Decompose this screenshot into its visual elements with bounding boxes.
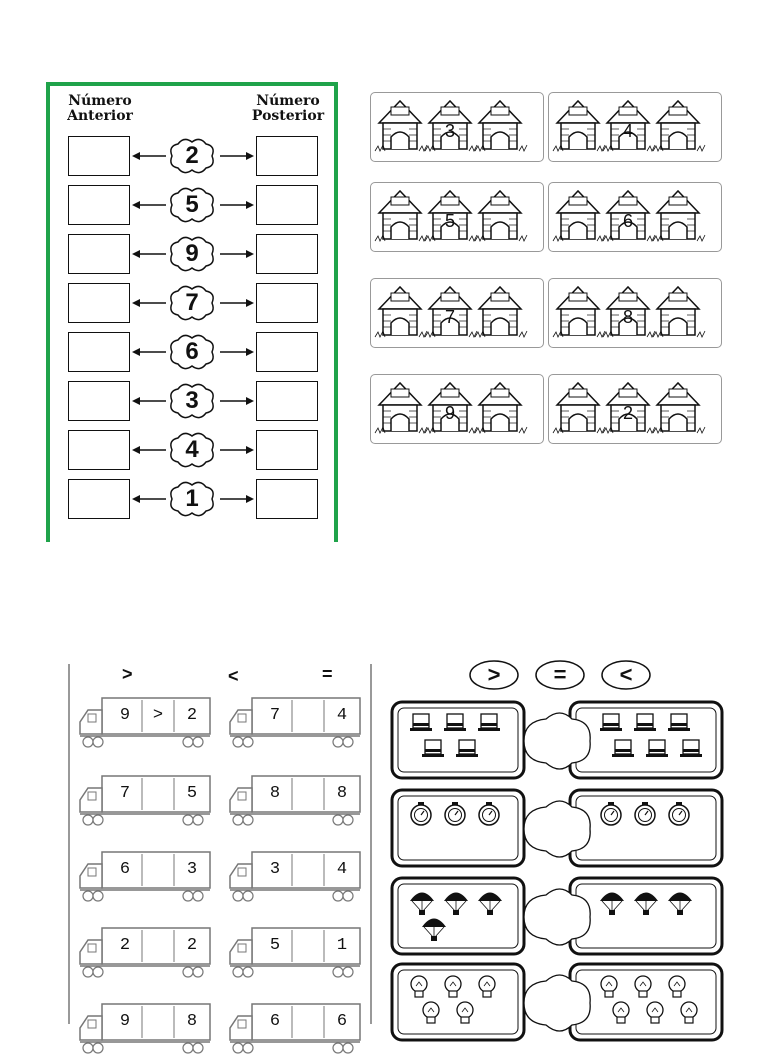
- dog-house-card: [548, 182, 722, 252]
- truck-right-number: 4: [336, 860, 348, 879]
- truck-answer-slot[interactable]: [293, 856, 323, 884]
- truck-answer-slot[interactable]: [143, 1008, 173, 1036]
- truck-compare-item: [76, 924, 212, 984]
- truck-compare-item: [226, 694, 362, 754]
- posterior-answer-box[interactable]: [256, 185, 318, 225]
- truck-answer-slot[interactable]: >: [152, 706, 164, 725]
- number-row: [50, 234, 334, 278]
- truck-compare-item: [226, 772, 362, 832]
- truck-left-number: 9: [119, 706, 131, 725]
- truck-compare-item: [76, 772, 212, 832]
- truck-compare-item: [76, 694, 212, 754]
- dog-house-card: [370, 374, 544, 444]
- posterior-answer-box[interactable]: [256, 479, 318, 519]
- truck-right-number: 6: [336, 1012, 348, 1031]
- truck-left-number: 6: [119, 860, 131, 879]
- posterior-answer-box[interactable]: [256, 234, 318, 274]
- equal-symbol: =: [322, 664, 333, 684]
- number-row: [50, 430, 334, 474]
- truck-answer-slot[interactable]: [293, 702, 323, 730]
- truck-left-number: 3: [269, 860, 281, 879]
- truck-compare-item: [226, 924, 362, 984]
- truck-left-number: 5: [269, 936, 281, 955]
- house-number: 2: [622, 403, 633, 423]
- dog-house-card: [548, 92, 722, 162]
- compare-frame: [390, 700, 726, 782]
- posterior-answer-box[interactable]: [256, 430, 318, 470]
- posterior-answer-box[interactable]: [256, 381, 318, 421]
- truck-right-number: 1: [336, 936, 348, 955]
- house-number: 8: [622, 307, 633, 327]
- truck-answer-slot[interactable]: [143, 780, 173, 808]
- truck-right-number: 4: [336, 706, 348, 725]
- truck-answer-slot[interactable]: [293, 932, 323, 960]
- house-number: 7: [444, 307, 455, 327]
- truck-left-number: 7: [119, 784, 131, 803]
- greater-than-cloud: >: [468, 658, 520, 692]
- truck-right-number: 8: [186, 1012, 198, 1031]
- truck-right-number: 8: [336, 784, 348, 803]
- truck-left-number: 6: [269, 1012, 281, 1031]
- greater-than-symbol: >: [122, 664, 133, 684]
- dog-house-card: [370, 278, 544, 348]
- truck-right-number: 3: [186, 860, 198, 879]
- truck-right-number: 2: [186, 706, 198, 725]
- dog-house-card: [548, 278, 722, 348]
- truck-compare-item: [226, 1000, 362, 1060]
- truck-compare-item: [226, 848, 362, 908]
- number-row: [50, 381, 334, 425]
- truck-answer-slot[interactable]: [293, 1008, 323, 1036]
- truck-right-number: 2: [186, 936, 198, 955]
- truck-answer-slot[interactable]: [143, 856, 173, 884]
- number-before-after-panel: [46, 82, 338, 542]
- number-row: [50, 283, 334, 327]
- house-number: 3: [444, 121, 455, 141]
- given-number: 1: [185, 485, 199, 512]
- house-number: 5: [444, 211, 455, 231]
- posterior-answer-box[interactable]: [256, 332, 318, 372]
- number-row: [50, 479, 334, 523]
- given-number: 5: [185, 191, 199, 218]
- house-number: 9: [444, 403, 455, 423]
- truck-compare-item: [76, 1000, 212, 1060]
- truck-left-number: 8: [269, 784, 281, 803]
- given-number: 3: [185, 387, 199, 414]
- header-numero-posterior: Número Posterior: [251, 93, 325, 124]
- truck-left-number: 9: [119, 1012, 131, 1031]
- truck-left-number: 2: [119, 936, 131, 955]
- less-than-symbol: <: [228, 666, 239, 686]
- dog-house-card: [370, 92, 544, 162]
- given-number: 4: [185, 436, 199, 463]
- dog-house-card: [548, 374, 722, 444]
- truck-answer-slot[interactable]: [143, 932, 173, 960]
- house-number: 6: [622, 211, 633, 231]
- number-row: [50, 136, 334, 180]
- given-number: 6: [185, 338, 199, 365]
- number-row: [50, 185, 334, 229]
- truck-answer-slot[interactable]: [293, 780, 323, 808]
- given-number: 7: [185, 289, 199, 316]
- compare-frame: [390, 962, 726, 1044]
- truck-compare-panel: [68, 664, 372, 1031]
- house-number: 4: [622, 121, 633, 141]
- compare-frame: [390, 876, 726, 958]
- posterior-answer-box[interactable]: [256, 283, 318, 323]
- number-row: [50, 332, 334, 376]
- given-number: 9: [185, 240, 199, 267]
- truck-left-number: 7: [269, 706, 281, 725]
- dog-house-card: [370, 182, 544, 252]
- truck-right-number: 5: [186, 784, 198, 803]
- posterior-answer-box[interactable]: [256, 136, 318, 176]
- header-numero-anterior: Número Anterior: [67, 93, 133, 124]
- compare-frame: [390, 788, 726, 870]
- truck-compare-item: [76, 848, 212, 908]
- less-than-cloud: <: [600, 658, 652, 692]
- equal-cloud: =: [534, 658, 586, 692]
- given-number: 2: [185, 142, 199, 169]
